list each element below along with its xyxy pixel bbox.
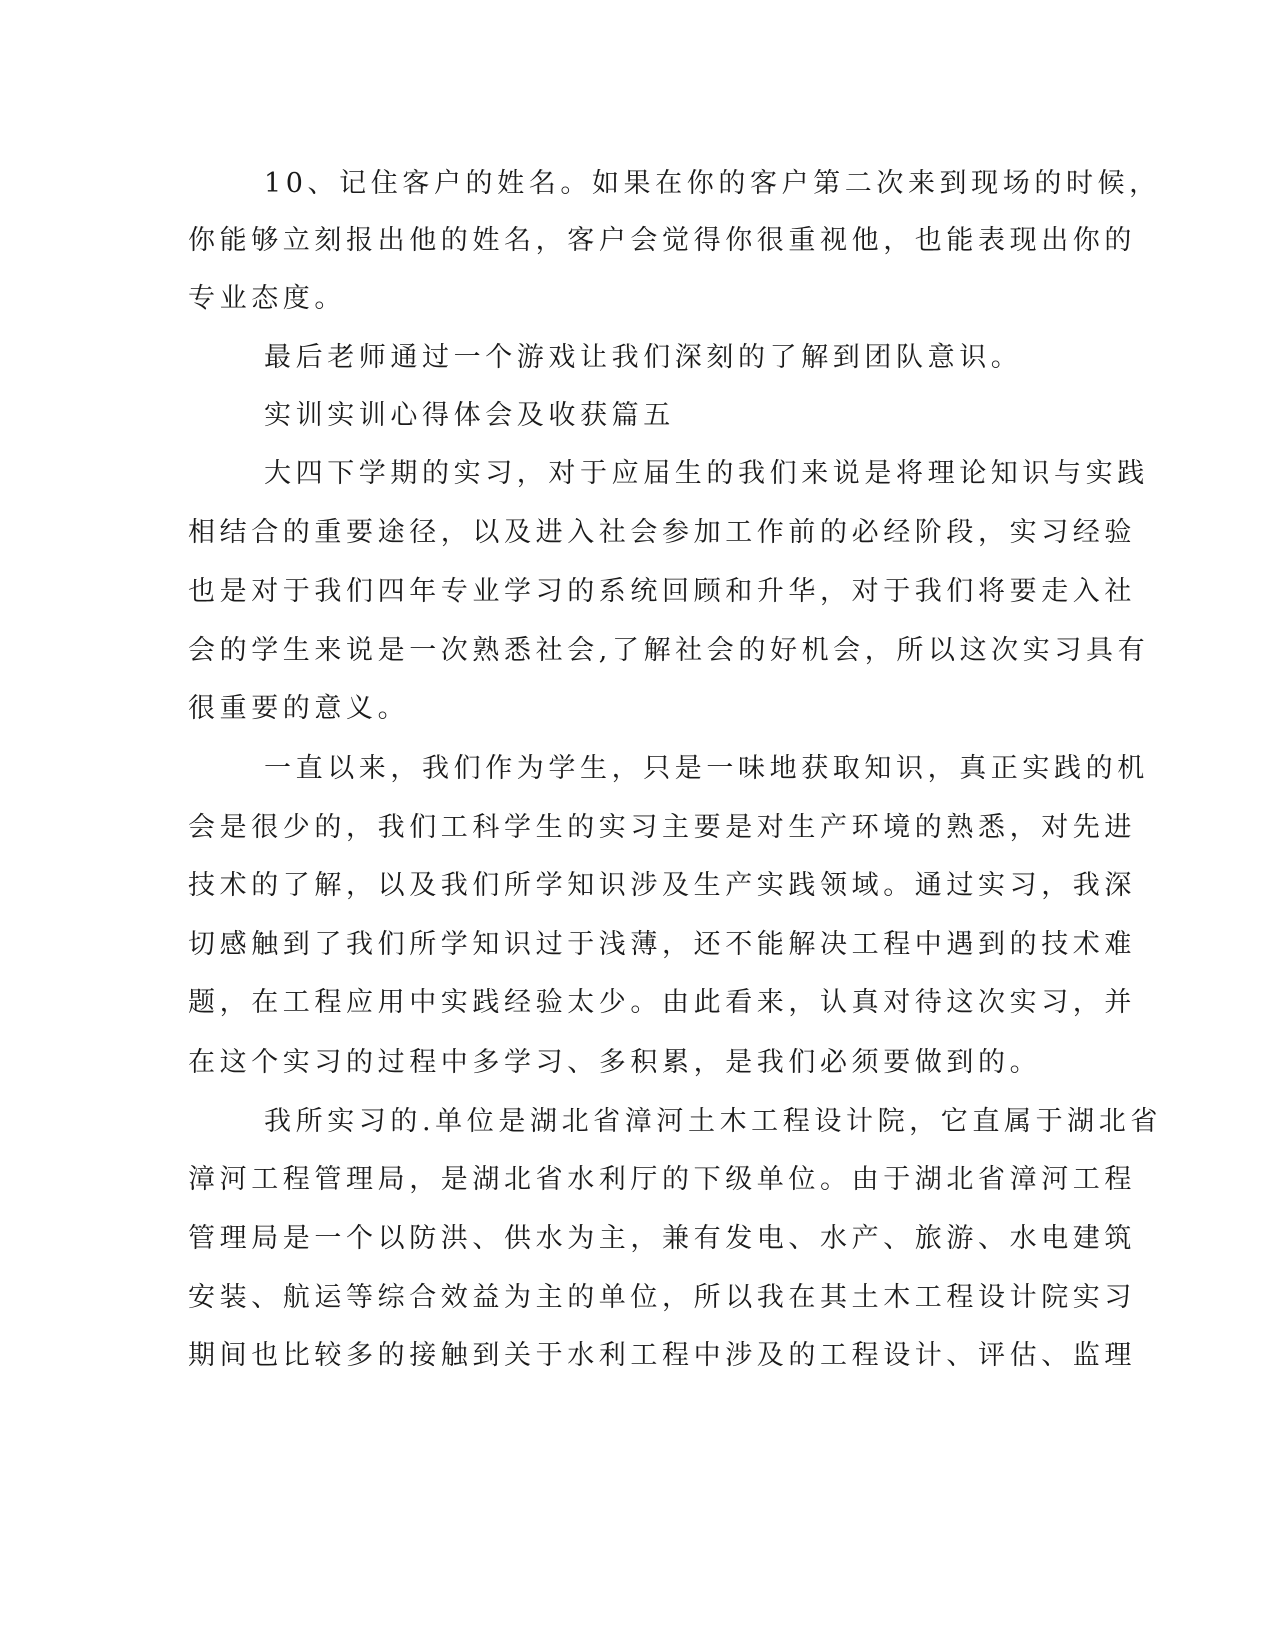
text-line: 一直以来，我们作为学生，只是一味地获取知识，真正实践的机	[264, 753, 1149, 784]
text-line: 题，在工程应用中实践经验太少。由此看来，认真对待这次实习，并	[188, 987, 1136, 1018]
text-line: 期间也比较多的接触到关于水利工程中涉及的工程设计、评估、监理	[188, 1340, 1136, 1371]
text-line: 会是很少的，我们工科学生的实习主要是对生产环境的熟悉，对先进	[188, 812, 1136, 843]
text-line: 10、记住客户的姓名。如果在你的客户第二次来到现场的时候，	[264, 168, 1161, 199]
text-line: 技术的了解，以及我们所学知识涉及生产实践领域。通过实习，我深	[188, 870, 1136, 901]
text-line: 会的学生来说是一次熟悉社会,了解社会的好机会，所以这次实习具有	[188, 635, 1150, 666]
text-line: 最后老师通过一个游戏让我们深刻的了解到团队意识。	[264, 342, 1023, 373]
text-line: 大四下学期的实习，对于应届生的我们来说是将理论知识与实践	[264, 458, 1149, 489]
text-line: 你能够立刻报出他的姓名，客户会觉得你很重视他，也能表现出你的	[188, 225, 1136, 256]
text-line: 相结合的重要途径，以及进入社会参加工作前的必经阶段，实习经验	[188, 517, 1136, 548]
text-line: 我所实习的.单位是湖北省漳河土木工程设计院，它直属于湖北省	[264, 1106, 1162, 1137]
text-line: 专业态度。	[188, 283, 346, 314]
text-line: 也是对于我们四年专业学习的系统回顾和升华，对于我们将要走入社	[188, 576, 1136, 607]
text-line: 很重要的意义。	[188, 693, 410, 724]
text-line: 漳河工程管理局，是湖北省水利厅的下级单位。由于湖北省漳河工程	[188, 1164, 1136, 1195]
text-line: 管理局是一个以防洪、供水为主，兼有发电、水产、旅游、水电建筑	[188, 1223, 1136, 1254]
text-line: 在这个实习的过程中多学习、多积累，是我们必须要做到的。	[188, 1047, 1042, 1078]
section-heading: 实训实训心得体会及收获篇五	[264, 400, 675, 431]
text-line: 切感触到了我们所学知识过于浅薄，还不能解决工程中遇到的技术难	[188, 929, 1136, 960]
text-line: 安装、航运等综合效益为主的单位，所以我在其土木工程设计院实习	[188, 1282, 1136, 1313]
